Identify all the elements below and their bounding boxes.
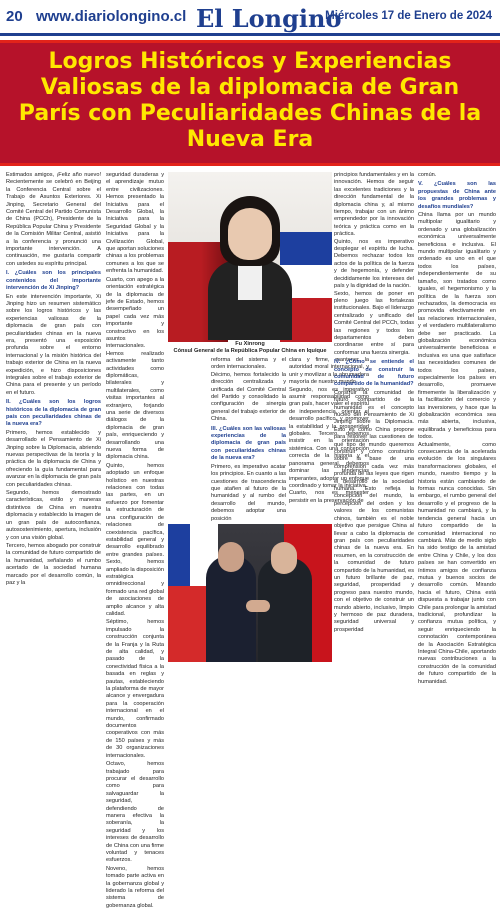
question-heading: II. ¿Cuáles son los logros históricos de la diplomacia de gran país con peculiaridades chinas de la nueva era? [6, 399, 101, 428]
body-paragraph: Cuarto, con apego a la orientación estratégica de la diplomacia de jefe de Estado, hemos desempeñado un papel cada vez más importante y constructivo en los asuntos internacionales. Hemos realizado activamente tanto actividades como diplomáticas, bilaterales y multilaterales, como visitas importantes al extranjero, forjando una serie de diversos diálogos de la diplomacia de gran país, enriqueciendo y desarrollando una nueva forma de diplomacia china. [106, 276, 164, 461]
answer-paragraph: Primero, hemos establecido y desarrollado el Pensamiento de Xi Jinping sobre la Diplomacia, abriendo nuevas perspectivas de la teoría y la práctica de la diplomacia de China y ofreciendo la guía fundamental para avanzar en la diplomacia de gran país con peculiaridades chinas. [6, 429, 101, 488]
body-paragraph: seguridad duraderas y el aprendizaje mutuo entre civilizaciones. Hemos presentado la Iniciativa para el Desarrollo Global, la Iniciativa para la Seguridad Global y la Iniciativa para la Civilización Global, que aportan soluciones chinas a los problemas comunes a los que se enfrenta la humanidad. [106, 172, 164, 275]
answer-paragraph: Segundo, hemos demostrado características, estilo y maneras distintivos de China en nuestra diplomacia y establecido la imagen de un gran país de autoconfianza, autosostenimiento, apertura, inclusión y con una visión global. [6, 490, 101, 541]
portrait-face [228, 208, 272, 260]
person-left-head [218, 542, 244, 572]
newspaper-logo: El Longino [196, 4, 342, 33]
page-number: 20 [6, 8, 23, 25]
caption-role: Cónsul General de la República Popular China en Iquique [173, 347, 327, 354]
handshake [246, 600, 270, 612]
body-paragraph: común. [418, 172, 437, 178]
handshake-photo [168, 524, 332, 662]
body-paragraph: Décimo, hemos fortalecido la dirección centralizada y unificada del Comité Central del Partido y consolidado la configuración de sinergia general del trabajo exterior de China. [211, 371, 286, 423]
caption-name: Fu Xinrong [235, 341, 265, 347]
question-heading: I. ¿Cuáles son los principales contenidos del importante intervención de Xi Jinping? [6, 270, 101, 292]
body-paragraph: China llama por un mundo multipolar igualitario y ordenado y una globalización económica universalmente beneficiosa e inclusiva. El mundo multipolar igualitario y ordenado es uno en el que todos los países, independientemente de su tamaño, son tratados como iguales, el hegemonismo y la política de la fuerza son rechazados, la democracia es promovida efectivamente en las relaciones internacionales, y el verdadero multilateralismo debe ser practicado. La globalización económica universalmente beneficiosa e inclusiva es una que satisface las necesidades comunes de todos los países, especialmente los países en desarrollo, promueve firmemente la liberalización y la facilitación del comercio y las inversiones, y hace que la globalización económica sea más abierta, inclusiva, equilibrada y beneficiosa para todos. [418, 212, 496, 441]
question-heading: V. ¿Cuáles son las propuestas de China ante los grandes problemas y desafíos mundiales? [418, 181, 496, 210]
flag-canton [168, 524, 190, 586]
issue-date: Miércoles 17 de Enero de 2024 [325, 10, 492, 22]
answer-paragraph: Tercero, hemos abogado por construir la comunidad de futuro compartido de la humanidad, señalando el rumbo acertado de la sociedad humana marcado por el desarrollo común, la paz y la [6, 542, 101, 586]
intro-paragraph: Estimados amigos, ¡Feliz año nuevo! Recientemente se celebró en Beijing la Conferencia Central sobre el Trabajo de Asuntos Exteriores. Xi Jinping, Secretario General del Comité Central del Partido Comunista de China (PCCh), Presidente de la República Popular China y Presidente de la Comisión Militar Central, asistió a la conferencia y pronunció una importante intervención. A continuación, me gustaría compartir con ustedes su espíritu principal. [6, 172, 101, 267]
photo-caption [168, 341, 332, 355]
article-column-6 [418, 172, 496, 685]
body-paragraph: Quinto, hemos adoptado un enfoque holístico en nuestras relaciones con todas las partes, en un esfuerzo por fomentar la estructuración de una configuración de relaciones de coexistencia pacífica, estabilidad general y desarrollo equilibrado entre grandes países. Sexto, hemos ampliado la disposición estratégica omnidireccional y formado una red global de asociaciones de amplio alcance y alta calidad. [106, 462, 164, 617]
question-heading: III. ¿Cuáles son las valiosas experiencias de la diplomacia de gran país con peculiaridades chinas de la nueva era? [211, 425, 286, 462]
body-paragraph: Octavo, hemos trabajado para procurar el desarrollo como para salvaguardar la seguridad, defendiendo de manera efectiva la soberanía, la seguridad y los intereses de desarrollo de China con una firme voluntad y tenaces esfuerzos. [106, 761, 164, 864]
portrait-shirt [238, 260, 262, 300]
body-paragraph: principios fundamentales y en la innovación. Hemos de seguir las excelentes tradiciones y la dirección fundamental de la diplomacia china y, al mismo tiempo, trabajar con un ánimo emprendedor por la innovación teórica y práctica como en la práctica. [334, 172, 414, 238]
headline-banner [0, 40, 500, 166]
body-paragraph: Actualmente, como consecuencia de la acelerada evolución de los singulares transformaciones globales, el mundo, nuestro tiempo y la historia están cambiando de formas nunca conocidas. Sin embargo, el rumbo general del desarrollo y el progreso de la humanidad no cambiará, y la tendencia general hacia un futuro compartido de la comunidad internacional no cambiará. Más de medio siglo ha sido testigo de la amistad entre China y Chile, y los dos países se han convertido en íntimos amigos de confianza mutua y buenos socios de desarrollo común. Mirando hacia el futuro, China está dispuesta a trabajar junto con Chile para prolongar la amistad tradicional, profundizar la confianza mutua política, y seguir enriqueciendo la connotación contemporánea de la Asociación Estratégica Integral China-Chile, aportando nuevas contribuciones a la construcción de la comunidad de futuro compartido de la humanidad. [418, 441, 496, 685]
site-url[interactable]: www.diariolongino.cl [36, 8, 187, 25]
article-column-1 [6, 172, 101, 662]
consul-portrait-photo [168, 172, 332, 340]
body-paragraph: Construir la comunidad de futuro compartido de la humanidad es el concepto núcleo del Pensamiento de Xi Jinping sobre la Diplomacia. Esto es como China propone para resolver las cuestiones de qué tipo de mundo queremos construir y cómo construirlo sobre la base de una comprensión cada vez más profunda de las leyes que rigen el desarrollo de la sociedad humana. Esto refleja la concepción del mundo, la percepción del orden y los valores de los comunistas chinos, también es el noble objetivo que persigue China al llevar a cabo la diplomacia de gran país con peculiaridades chinas de la nueva era. En resumen, en la construcción de la comunidad de futuro compartido de la humanidad, es un futuro brillante de paz, seguridad, prosperidad y progreso para nuestro mundo, con el objetivo de construir un mundo abierto, inclusivo, limpio y hermoso de paz duradera, seguridad universal y prosperidad [334, 389, 414, 633]
body-paragraph: Cuarto, nos es menester persistir en la preservación de [289, 490, 369, 504]
body-paragraph: Quinto, nos es imperativo desplegar el espíritu de lucha. Debemos rechazar todos los actos de la política de la fuerza y de hegemonía, y defender decididamente los intereses del país y la dignidad de la nación. [334, 238, 414, 290]
body-paragraph: Sexto, hemos de poner en pleno juego las fortalezas institucionales. Bajo el liderazgo centralizado y unificado del Comité Central del PCCh, todas las regiones y todos los departamentos deben coordinarse entre sí para conformar una fuerza sinergia. [334, 290, 414, 356]
body-paragraph: clara y firme, mantener la autoridad moral internacional, y unir y movilizar a la abrumadora mayoría de nuestro mundo. [289, 357, 369, 386]
article-column-5 [334, 172, 414, 662]
question-heading: IV. ¿Cómo se entiende el concepto de construir la comunidad de futuro compartido de la humanidad? [334, 359, 414, 388]
answer-paragraph: En este intervención importante, Xi Jinping hizo un resumen sistemático sobre los logros históricos y las experiencias valiosas de la diplomacia de gran país con peculiaridades chinas en la nueva era, presentó una exposición profunda sobre el entorno internacional y la misión histórica del trabajo exterior de China en la nueva expedición, e hizo disposiciones integrales sobre el trabajo exterior de China para el presente y un período en el futuro. [6, 293, 101, 396]
body-paragraph: Séptimo, hemos impulsado la construcción conjunta de la Franja y la Ruta de alta calidad, y pasado de la conectividad física a la basada en reglas y pautas, estableciendo la plataforma de mayor alcance y envergadura para la cooperación internacional en el mundo, confirmado documentos cooperativos con más de 150 países y más de 30 organizaciones internacionales. [106, 619, 164, 759]
body-paragraph: Noveno, hemos tomado parte activa en la gobernanza global y liderado la reforma del sistema de gobernanza global. [106, 865, 164, 909]
article-headline: Logros Históricos y Experiencias Valiosas de la diplomacia de Gran París con Peculiaridades Chinas de la Nueva Era [18, 49, 482, 152]
body-paragraph: reforma del sistema y el orden internacionales. [211, 357, 286, 371]
body-paragraph: Segundo, nos es imperativo asumir responsabilidad como gran país, hacer valer el espíritu de independencia, orientar el desarrollo pacífico, y promover la estabilidad y la prosperidad globales. Tercero, debemos insistir en la orientación sistémica. Con una concepción correcta de la historia y el panorama general, debemos dominar las tendencias imperantes, adoptar un enfoque coordinado y tomar la iniciativa. [289, 386, 369, 489]
article-column-2 [106, 172, 164, 909]
body-paragraph: Primero, es imperativo acatar los principios. En cuanto a las cuestiones de trascendencia que atañen al futuro de la humanidad y al rumbo del desarrollo del mundo, debemos adoptar una posición [211, 463, 286, 522]
person-right-head [271, 542, 297, 574]
masthead [0, 0, 500, 36]
